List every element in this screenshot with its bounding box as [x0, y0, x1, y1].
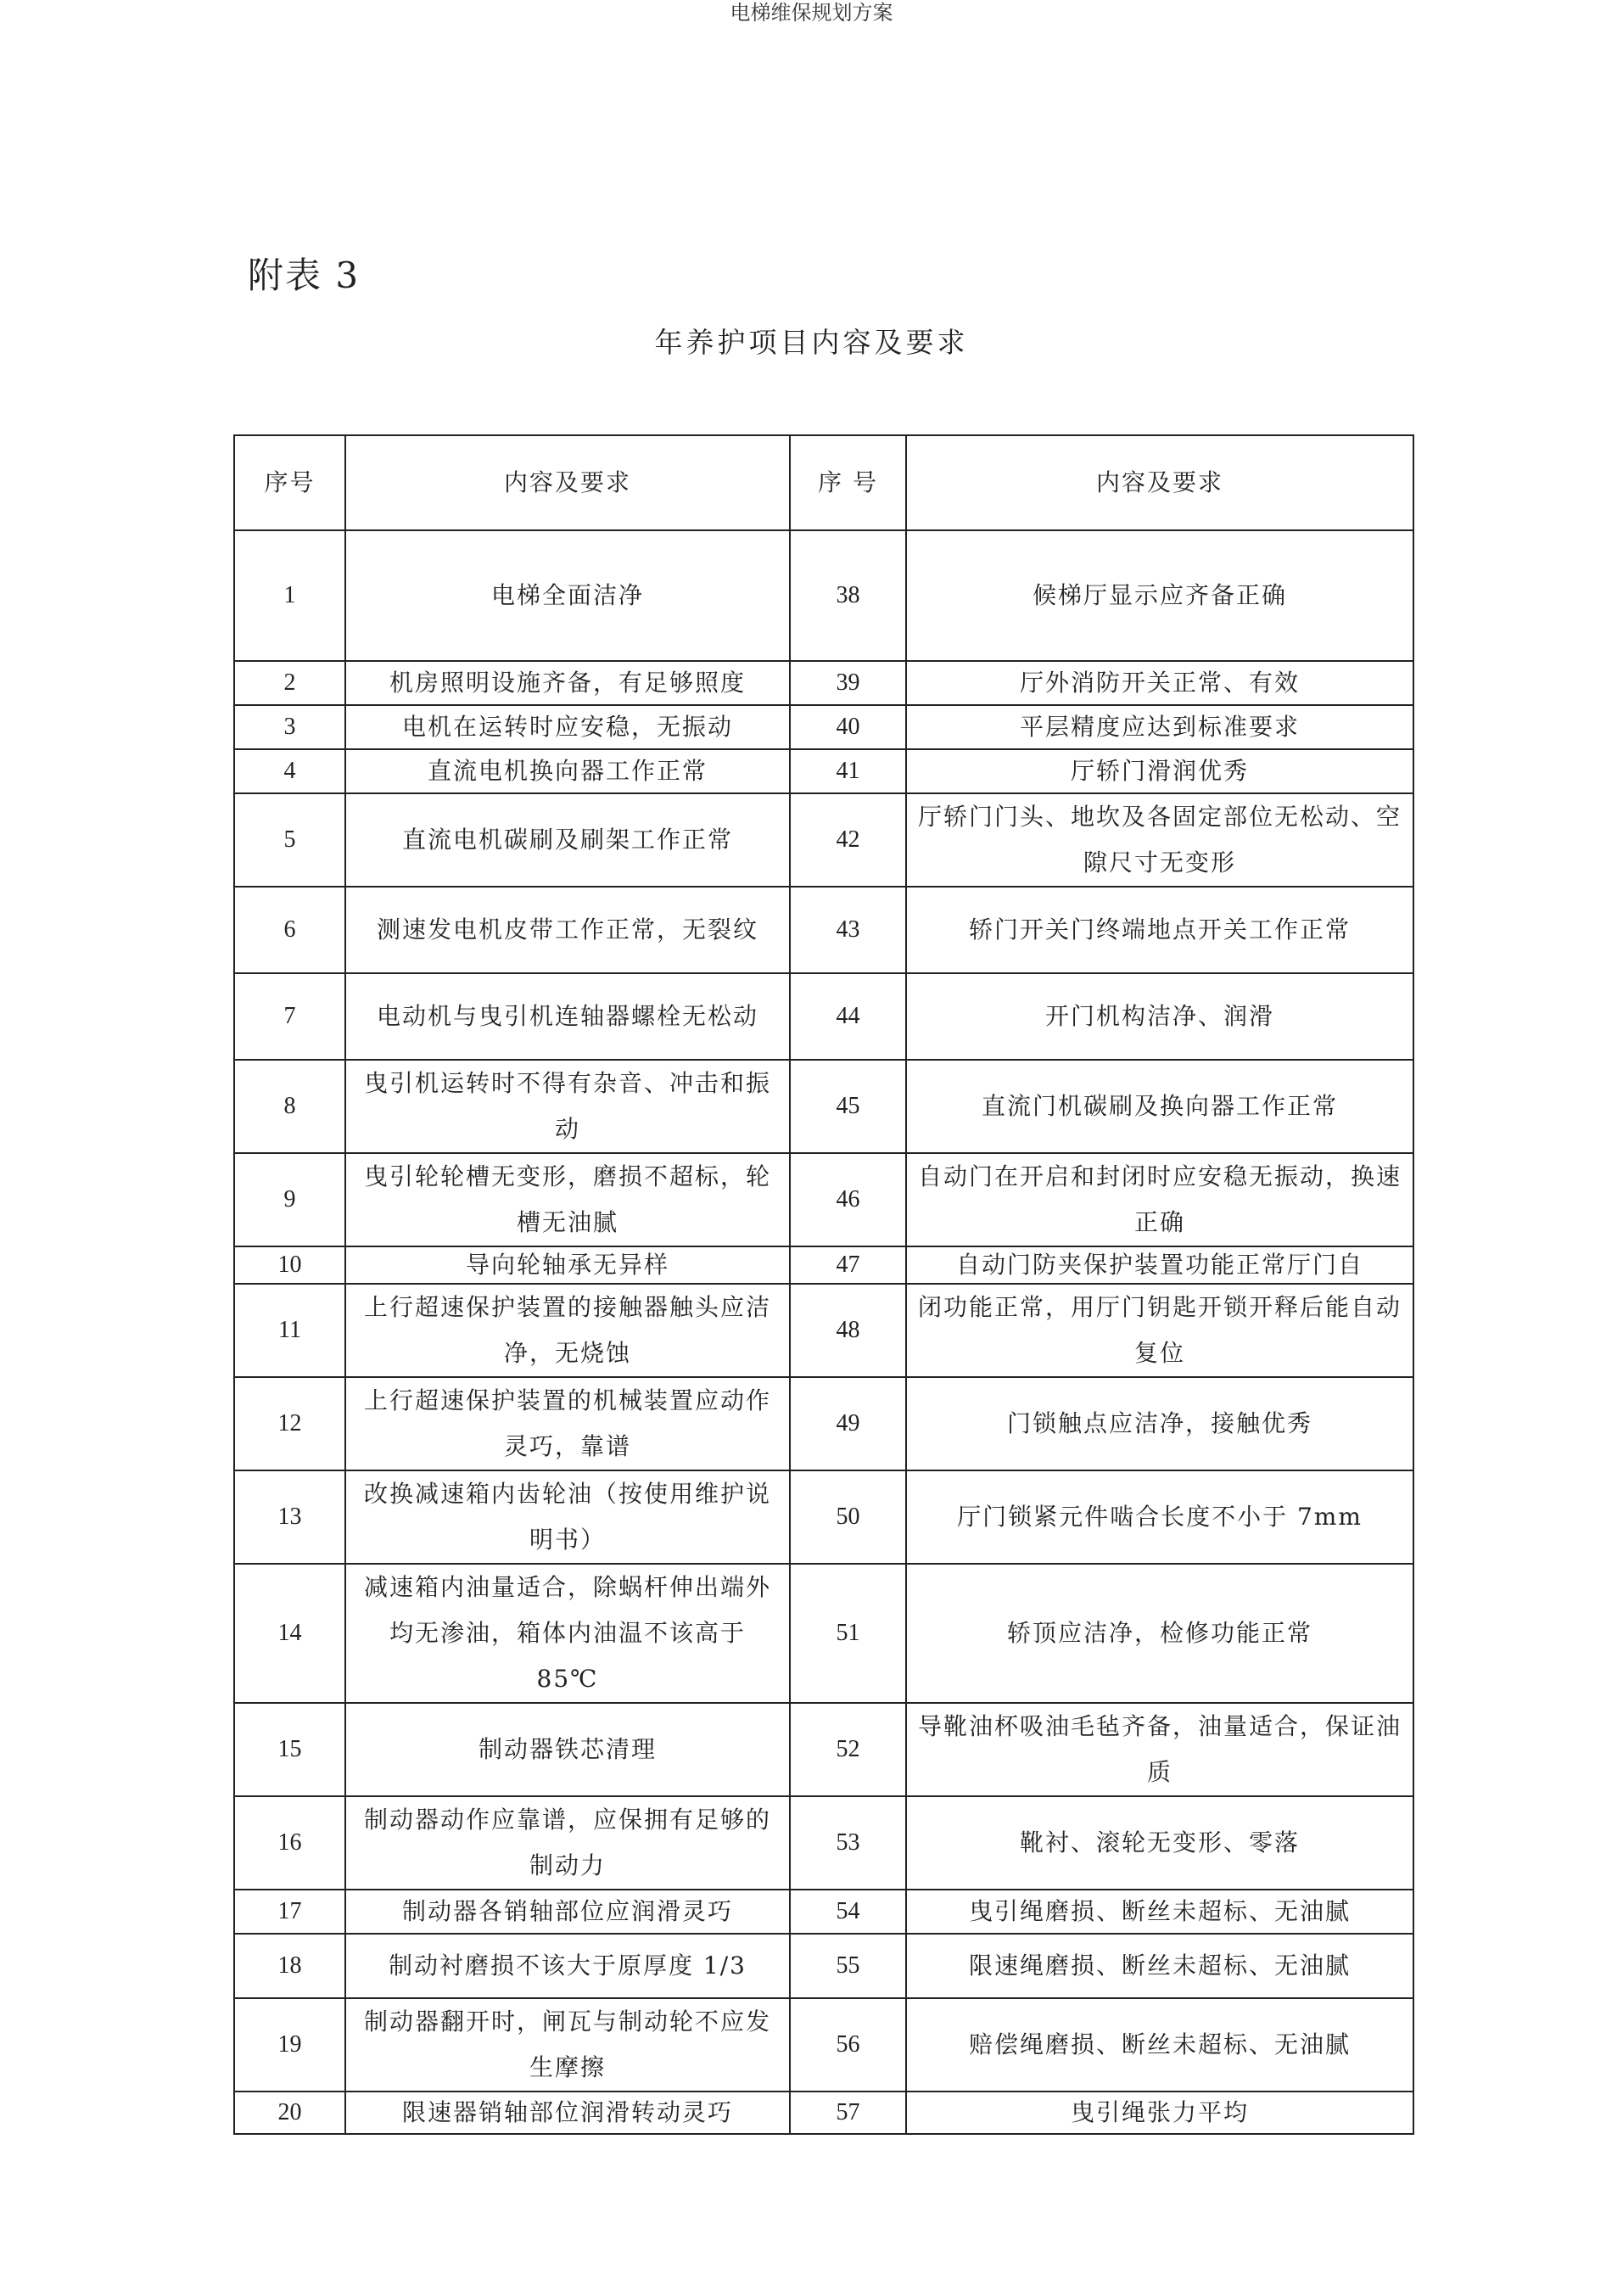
seq-right-cell: 55 [790, 1934, 906, 1998]
seq-left-cell: 2 [234, 661, 345, 705]
table-row [234, 1998, 1413, 2092]
seq-left-cell: 8 [234, 1060, 345, 1153]
seq-right-cell: 45 [790, 1060, 906, 1153]
content-left-cell: 电动机与曳引机连轴器螺栓无松动 [345, 973, 790, 1060]
content-right-cell: 开门机构洁净、润滑 [906, 973, 1413, 1060]
seq-left-cell: 5 [234, 793, 345, 887]
content-left-cell: 改换减速箱内齿轮油（按使用维护说明书） [345, 1470, 790, 1564]
content-left-cell: 直流电机换向器工作正常 [345, 749, 790, 793]
table-row [234, 1703, 1413, 1796]
content-right-cell: 自动门在开启和封闭时应安稳无振动，换速正确 [906, 1153, 1413, 1246]
content-left-cell: 制动器铁芯清理 [345, 1703, 790, 1796]
seq-right-cell: 56 [790, 1998, 906, 2092]
header-content-1: 内容及要求 [345, 435, 790, 530]
content-left-cell: 曳引轮轮槽无变形，磨损不超标，轮槽无油腻 [345, 1153, 790, 1246]
content-left-cell: 上行超速保护装置的接触器触头应洁净，无烧蚀 [345, 1284, 790, 1377]
table-row [234, 1153, 1413, 1246]
seq-left-cell: 17 [234, 1890, 345, 1934]
table-row [234, 1890, 1413, 1934]
seq-left-cell: 7 [234, 973, 345, 1060]
table-row [234, 1246, 1413, 1284]
seq-left-cell: 9 [234, 1153, 345, 1246]
content-left-cell: 制动器翻开时，闸瓦与制动轮不应发生摩擦 [345, 1998, 790, 2092]
seq-right-cell: 57 [790, 2092, 906, 2134]
table-row [234, 661, 1413, 705]
seq-left-cell: 6 [234, 887, 345, 973]
appendix-label: 附表 3 [248, 255, 361, 296]
seq-right-cell: 49 [790, 1377, 906, 1470]
header-seq-2: 序 号 [790, 435, 906, 530]
content-right-cell: 候梯厅显示应齐备正确 [906, 530, 1413, 661]
table-row [234, 1284, 1413, 1377]
header-seq-1: 序号 [234, 435, 345, 530]
content-left-cell: 电梯全面洁净 [345, 530, 790, 661]
seq-right-cell: 48 [790, 1284, 906, 1377]
seq-left-cell: 3 [234, 705, 345, 749]
page-header: 电梯维保规划方案 [730, 1, 893, 25]
seq-right-cell: 50 [790, 1470, 906, 1564]
seq-right-cell: 40 [790, 705, 906, 749]
seq-left-cell: 15 [234, 1703, 345, 1796]
content-right-cell: 厅轿门门头、地坎及各固定部位无松动、空隙尺寸无变形 [906, 793, 1413, 887]
table-row [234, 1934, 1413, 1998]
table-row [234, 749, 1413, 793]
content-right-cell: 轿门开关门终端地点开关工作正常 [906, 887, 1413, 973]
content-right-cell: 厅门锁紧元件啮合长度不小于 7mm [906, 1470, 1413, 1564]
table-row [234, 793, 1413, 887]
content-right-cell: 平层精度应达到标准要求 [906, 705, 1413, 749]
content-right-cell: 赔偿绳磨损、断丝未超标、无油腻 [906, 1998, 1413, 2092]
content-right-cell: 自动门防夹保护装置功能正常厅门自 [906, 1246, 1413, 1284]
content-right-cell: 导靴油杯吸油毛毡齐备，油量适合，保证油质 [906, 1703, 1413, 1796]
seq-right-cell: 39 [790, 661, 906, 705]
table-row [234, 1564, 1413, 1703]
seq-left-cell: 4 [234, 749, 345, 793]
content-left-cell: 曳引机运转时不得有杂音、冲击和振动 [345, 1060, 790, 1153]
seq-right-cell: 47 [790, 1246, 906, 1284]
seq-left-cell: 12 [234, 1377, 345, 1470]
content-right-cell: 闭功能正常，用厅门钥匙开锁开释后能自动复位 [906, 1284, 1413, 1377]
content-right-cell: 厅轿门滑润优秀 [906, 749, 1413, 793]
content-left-cell: 制动器各销轴部位应润滑灵巧 [345, 1890, 790, 1934]
seq-left-cell: 18 [234, 1934, 345, 1998]
seq-right-cell: 43 [790, 887, 906, 973]
content-right-cell: 曳引绳张力平均 [906, 2092, 1413, 2134]
content-right-cell: 直流门机碳刷及换向器工作正常 [906, 1060, 1413, 1153]
table-row [234, 973, 1413, 1060]
header-content-2: 内容及要求 [906, 435, 1413, 530]
content-left-cell: 限速器销轴部位润滑转动灵巧 [345, 2092, 790, 2134]
seq-left-cell: 19 [234, 1998, 345, 2092]
seq-right-cell: 44 [790, 973, 906, 1060]
content-left-cell: 减速箱内油量适合，除蜗杆伸出端外均无渗油，箱体内油温不该高于 85℃ [345, 1564, 790, 1703]
content-right-cell: 靴衬、滚轮无变形、零落 [906, 1796, 1413, 1890]
seq-left-cell: 16 [234, 1796, 345, 1890]
seq-left-cell: 1 [234, 530, 345, 661]
content-right-cell: 门锁触点应洁净，接触优秀 [906, 1377, 1413, 1470]
content-left-cell: 制动衬磨损不该大于原厚度 1/3 [345, 1934, 790, 1998]
seq-left-cell: 11 [234, 1284, 345, 1377]
seq-right-cell: 46 [790, 1153, 906, 1246]
content-right-cell: 限速绳磨损、断丝未超标、无油腻 [906, 1934, 1413, 1998]
seq-right-cell: 54 [790, 1890, 906, 1934]
table-row [234, 1377, 1413, 1470]
content-left-cell: 上行超速保护装置的机械装置应动作灵巧，靠谱 [345, 1377, 790, 1470]
content-right-cell: 曳引绳磨损、断丝未超标、无油腻 [906, 1890, 1413, 1934]
table-row [234, 887, 1413, 973]
seq-right-cell: 53 [790, 1796, 906, 1890]
seq-right-cell: 51 [790, 1564, 906, 1703]
table-title: 年养护项目内容及要求 [654, 326, 969, 359]
content-left-cell: 制动器动作应靠谱，应保拥有足够的制动力 [345, 1796, 790, 1890]
content-left-cell: 机房照明设施齐备，有足够照度 [345, 661, 790, 705]
seq-left-cell: 20 [234, 2092, 345, 2134]
table-row [234, 530, 1413, 661]
content-left-cell: 直流电机碳刷及刷架工作正常 [345, 793, 790, 887]
seq-right-cell: 38 [790, 530, 906, 661]
seq-right-cell: 41 [790, 749, 906, 793]
seq-left-cell: 14 [234, 1564, 345, 1703]
seq-left-cell: 10 [234, 1246, 345, 1284]
table-row [234, 705, 1413, 749]
content-left-cell: 导向轮轴承无异样 [345, 1246, 790, 1284]
maintenance-table [233, 434, 1414, 2135]
content-right-cell: 轿顶应洁净，检修功能正常 [906, 1564, 1413, 1703]
content-left-cell: 电机在运转时应安稳，无振动 [345, 705, 790, 749]
table-header-row [234, 435, 1413, 530]
table-row [234, 1470, 1413, 1564]
seq-right-cell: 42 [790, 793, 906, 887]
seq-right-cell: 52 [790, 1703, 906, 1796]
seq-left-cell: 13 [234, 1470, 345, 1564]
table-row [234, 2092, 1413, 2134]
table-row [234, 1060, 1413, 1153]
table-row [234, 1796, 1413, 1890]
content-left-cell: 测速发电机皮带工作正常，无裂纹 [345, 887, 790, 973]
content-right-cell: 厅外消防开关正常、有效 [906, 661, 1413, 705]
